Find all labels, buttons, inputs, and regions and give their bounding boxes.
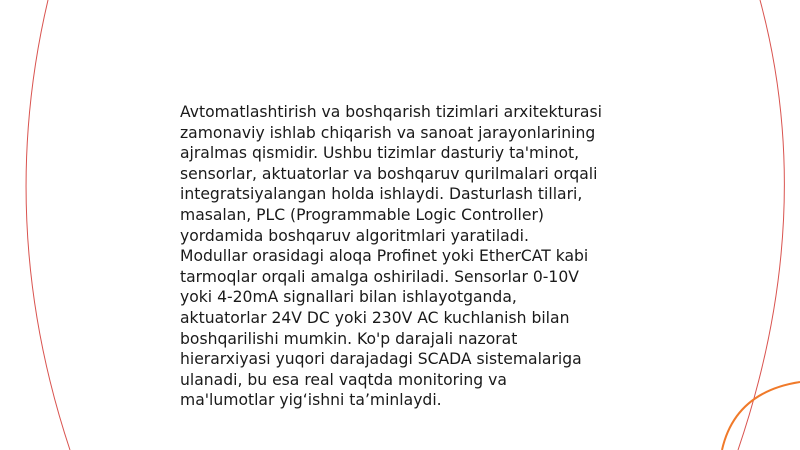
paragraph-line: Avtomatlashtirish va boshqarish tizimlari arxitekturasi [180,103,602,121]
paragraph-line: tarmoqlar orqali amalga oshiriladi. Sensorlar 0-10V [180,267,579,286]
paragraph-line: zamonaviy ishlab chiqarish va sanoat jarayonlarining [180,123,596,142]
orange-accent-arc [722,382,800,450]
paragraph-line: ma'lumotlar yig‘ishni ta’minlaydi. [180,391,442,410]
paragraph-line: boshqarilishi mumkin. Ko'p darajali nazorat [180,329,518,348]
paragraph-line: Modullar orasidagi aloqa Profinet yoki EtherCAT kabi [180,247,589,266]
paragraph-line: sensorlar, aktuatorlar va boshqaruv qurilmalari orqali [180,164,598,183]
body-paragraph [180,102,640,411]
paragraph-line: integratsiyalangan holda ishlaydi. Dasturlash tillari, [180,185,583,204]
paragraph-line: ulanadi, bu esa real vaqtda monitoring va [180,370,507,389]
paragraph-line: yoki 4-20mA signallari bilan ishlayotganda, [180,288,517,307]
paragraph-line: ajralmas qismidir. Ushbu tizimlar dasturiy ta'minot, [180,144,580,163]
paragraph-line: hierarxiyasi yuqori darajadagi SCADA sistemalariga [180,350,582,369]
paragraph-line: aktuatorlar 24V DC yoki 230V AC kuchlanish bilan [180,308,570,327]
paragraph-line: masalan, PLC (Programmable Logic Controller) [180,205,544,224]
paragraph-line: yordamida boshqaruv algoritmlari yaratiladi. [180,226,529,245]
right-decorative-arc [738,0,784,450]
left-decorative-arc [26,0,70,450]
